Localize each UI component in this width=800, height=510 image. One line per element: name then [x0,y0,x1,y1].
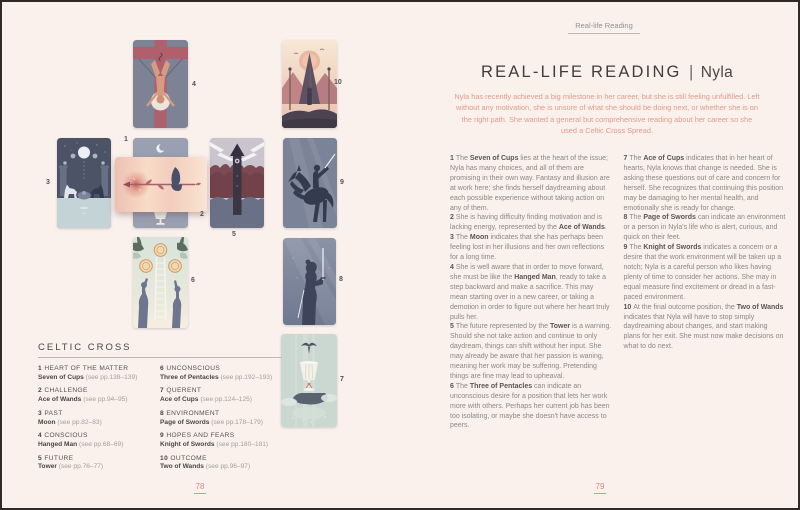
legend-entry: 8 ENVIRONMENT Page of Swords (see pp.178–179) [160,409,263,426]
reading-paragraph: 9 The Knight of Swords indicates a concern or a desire that the work environment will be taken up a notch; Nyla is a careful person who likes having plenty of time to consider her actions. She may in equal measure find excitement or dread in a fast-paced environment. [623,244,782,301]
legend-divider [38,357,282,358]
tower-illustration [210,138,264,228]
legend-entry: 4 CONSCIOUS Hanged Man (see pp.68–69) [38,432,124,448]
legend-title: CELTIC CROSS [38,342,132,353]
three-of-pentacles-illustration [133,237,188,328]
reading-paragraph: 2 She is having difficulty finding motivation and is lacking energy, represented by the Ace of Wands. [450,214,607,232]
reading-paragraph: 8 The Page of Swords can indicate an environment or a person in Nyla's life who is alert, curious, and quick on their feet. [623,214,786,242]
page-number-right: 79 [587,482,613,494]
card-number-label: 1 [124,136,128,143]
reading-column-2 [624,154,787,431]
card-the-tower [210,138,264,228]
legend-entry: 1 HEART OF THE MATTER Seven of Cups (see pp.138–139) [38,365,138,381]
card-number-label: 10 [334,79,342,86]
reading-column-1 [450,154,613,431]
page-title [440,63,774,82]
section-tab: Real-life Reading [568,21,640,34]
card-number-label: 7 [340,376,344,383]
card-the-moon [57,138,111,228]
page-of-swords-illustration [283,238,336,325]
legend-entry: 7 QUERENT Ace of Cups (see pp.124–125) [160,387,253,404]
reading-columns [450,154,786,431]
reading-paragraph: 6 The Three of Pentacles can indicate an unconscious desire for a position that lets her work more with others. Perhaps her current job has been too isolating, or maybe she doesn't have access to peers. [450,382,610,430]
page-title-name: Nyla [700,64,734,81]
reading-paragraph: 4 She is well aware that in order to move forward, she must be like the Hanged Man, ready to take a step backward and make a sacrifice. This may mean starting over in a new career, or taking a demotion in order to figure out where her heart truly pulls her. [450,263,610,321]
page-number-left: 78 [187,482,213,494]
card-number-label: 4 [192,81,196,88]
reading-paragraph: 5 The future represented by the Tower is a warning. Should she not take action and continue to only daydream, things can shift without her input. She may already be aware that her passion is waning, meaning her work may be suffering. Pretending things are fine may lead to upheaval. [450,323,612,380]
legend-column-2 [160,365,282,477]
legend-entry: 6 UNCONSCIOUS Three of Pentacles (see pp.192–193) [160,365,273,381]
knight-of-swords-illustration [283,138,337,228]
card-knight-of-swords [283,138,337,228]
reading-paragraph: 1 The Seven of Cups lies at the heart of the issue; Nyla has many choices, and all of them are promising in their own way. Fantasy and illusion are at work here; she finds herself daydreaming about each possible experience without taking action on any of them. [450,155,610,212]
legend-entry: 2 CHALLENGE Ace of Wands (see pp.94–95) [38,387,128,404]
legend-column-1 [38,365,160,477]
card-two-of-wands [282,40,337,128]
legend-entry: 9 HOPES AND FEARS Knight of Swords (see pp.180–181) [160,432,269,448]
card-number-label: 2 [200,211,204,218]
card-number-label: 8 [339,276,343,283]
card-number-label: 5 [232,231,236,238]
card-number-label: 6 [191,277,195,284]
card-number-label: 3 [46,179,50,186]
card-three-of-pentacles [133,237,188,328]
legend-entry: 5 FUTURE Tower (see pp.76–77) [38,454,104,471]
legend-entry: 10 OUTCOME Two of Wands (see pp.96–97) [160,454,251,471]
card-number-label: 9 [340,179,344,186]
card-ace-of-wands [115,157,207,212]
card-hanged-man [133,40,188,128]
hanged-man-illustration [133,40,188,128]
reading-paragraph: 3 The Moon indicates that she has perhaps been feeling lost in her illusions and her own reflections for a long time. [450,234,605,262]
card-page-of-swords [283,238,336,325]
page-title-main: REAL-LIFE READING [480,63,682,81]
page-title-divider: | [689,63,694,81]
ace-of-wands-illustration [115,157,207,212]
reading-paragraph: 7 The Ace of Cups indicates that in her heart of hearts, Nyla knows that change is needed. She is asking these questions out of care and concern for herself. She recognizes that continuing this position may be damaging to her mental health, and emotionally she is ready for change. [623,155,784,212]
two-of-wands-illustration [282,40,337,128]
celtic-cross-legend [38,342,282,477]
card-ace-of-cups [281,334,337,427]
intro-paragraph: Nyla has recently achieved a big milestone in her career, but she is still feeling unfulfilled. Left without any motivation, she is unsure of what she should be doing next, or whether she is on the right path. She wanted a general but comprehensive reading about her career so she used a Celtic Cross Spread. [454,92,760,135]
reading-paragraph: 10 At the final outcome position, the Two of Wands indicates that Nyla will have to stop simply daydreaming about changes, and start making plans for her exit. She must now make decisions on what to do next. [623,303,784,351]
legend-entry: 3 PAST Moon (see pp.82–83) [38,409,102,426]
moon-illustration [57,138,111,228]
ace-of-cups-illustration [281,334,337,427]
